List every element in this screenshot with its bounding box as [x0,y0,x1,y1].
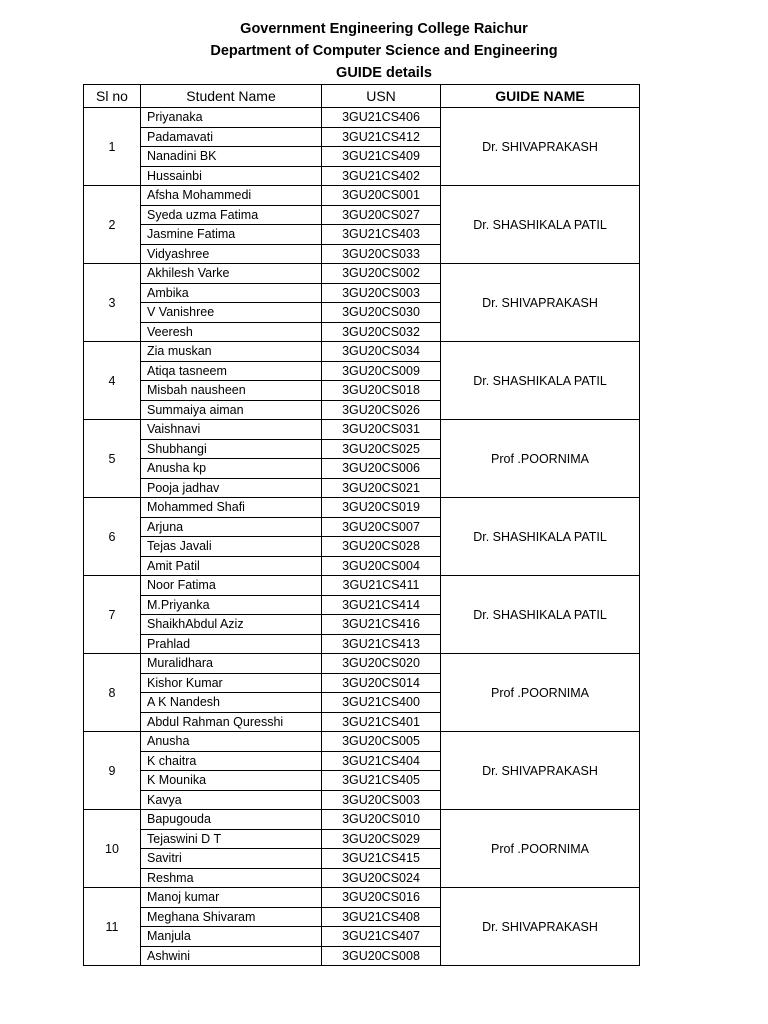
table-row [84,264,640,284]
student-name-cell: Priyanaka [141,108,322,128]
usn-cell: 3GU20CS001 [322,186,441,206]
usn-cell: 3GU21CS414 [322,595,441,615]
serial-number-cell: 3 [84,264,141,342]
usn-cell: 3GU21CS416 [322,615,441,635]
usn-cell: 3GU20CS010 [322,810,441,830]
student-name-cell: Prahlad [141,634,322,654]
student-name-cell: Nanadini BK [141,147,322,167]
student-name-cell: Anusha kp [141,459,322,479]
table-row [84,576,640,596]
document-header [0,18,768,84]
usn-cell: 3GU20CS032 [322,322,441,342]
serial-number-cell: 6 [84,498,141,576]
student-name-cell: Tejaswini D T [141,829,322,849]
student-name-cell: Akhilesh Varke [141,264,322,284]
usn-cell: 3GU21CS405 [322,771,441,791]
student-name-cell: Manjula [141,927,322,947]
usn-cell: 3GU20CS033 [322,244,441,264]
student-name-cell: Tejas Javali [141,537,322,557]
guide-name-cell: Prof .POORNIMA [441,420,640,498]
student-name-cell: Zia muskan [141,342,322,362]
usn-cell: 3GU20CS028 [322,537,441,557]
table-row [84,654,640,674]
usn-cell: 3GU20CS021 [322,478,441,498]
student-name-cell: Noor Fatima [141,576,322,596]
student-name-cell: Shubhangi [141,439,322,459]
usn-cell: 3GU20CS024 [322,868,441,888]
usn-cell: 3GU20CS004 [322,556,441,576]
usn-cell: 3GU21CS413 [322,634,441,654]
usn-cell: 3GU21CS409 [322,147,441,167]
student-name-cell: Amit Patil [141,556,322,576]
guide-name-cell: Dr. SHIVAPRAKASH [441,732,640,810]
student-name-cell: K chaitra [141,751,322,771]
serial-number-cell: 7 [84,576,141,654]
usn-cell: 3GU21CS402 [322,166,441,186]
usn-cell: 3GU20CS027 [322,205,441,225]
usn-cell: 3GU20CS025 [322,439,441,459]
guide-name-cell: Dr. SHIVAPRAKASH [441,108,640,186]
student-name-cell: Ambika [141,283,322,303]
usn-cell: 3GU20CS026 [322,400,441,420]
student-name-cell: Savitri [141,849,322,869]
usn-cell: 3GU21CS408 [322,907,441,927]
usn-cell: 3GU21CS415 [322,849,441,869]
usn-cell: 3GU21CS404 [322,751,441,771]
guide-name-cell: Dr. SHASHIKALA PATIL [441,576,640,654]
guide-name-cell: Dr. SHASHIKALA PATIL [441,186,640,264]
usn-cell: 3GU21CS403 [322,225,441,245]
guide-name-cell: Dr. SHASHIKALA PATIL [441,498,640,576]
usn-cell: 3GU20CS003 [322,283,441,303]
table-row [84,342,640,362]
usn-cell: 3GU20CS009 [322,361,441,381]
serial-number-cell: 4 [84,342,141,420]
student-name-cell: Kavya [141,790,322,810]
table-row [84,420,640,440]
student-name-cell: M.Priyanka [141,595,322,615]
student-name-cell: Vidyashree [141,244,322,264]
student-name-cell: Syeda uzma Fatima [141,205,322,225]
serial-number-cell: 11 [84,888,141,966]
table-row [84,732,640,752]
student-name-cell: Meghana Shivaram [141,907,322,927]
student-name-cell: Pooja jadhav [141,478,322,498]
guide-name-cell: Dr. SHIVAPRAKASH [441,888,640,966]
student-name-cell: Reshma [141,868,322,888]
student-name-cell: Padamavati [141,127,322,147]
usn-cell: 3GU21CS406 [322,108,441,128]
column-header-sl-no: Sl no [84,85,141,108]
student-name-cell: Ashwini [141,946,322,966]
usn-cell: 3GU20CS002 [322,264,441,284]
column-header-usn: USN [322,85,441,108]
student-name-cell: Hussainbi [141,166,322,186]
student-name-cell: Afsha Mohammedi [141,186,322,206]
student-name-cell: V Vanishree [141,303,322,323]
student-name-cell: Anusha [141,732,322,752]
student-name-cell: Misbah nausheen [141,381,322,401]
usn-cell: 3GU20CS031 [322,420,441,440]
serial-number-cell: 2 [84,186,141,264]
student-name-cell: Mohammed Shafi [141,498,322,518]
student-name-cell: ShaikhAbdul Aziz [141,615,322,635]
student-name-cell: Arjuna [141,517,322,537]
student-name-cell: K Mounika [141,771,322,791]
usn-cell: 3GU20CS003 [322,790,441,810]
usn-cell: 3GU20CS029 [322,829,441,849]
table-header-row [84,85,640,108]
usn-cell: 3GU20CS007 [322,517,441,537]
serial-number-cell: 10 [84,810,141,888]
college-title: Government Engineering College Raichur [240,21,528,37]
student-name-cell: Abdul Rahman Quresshi [141,712,322,732]
usn-cell: 3GU20CS016 [322,888,441,908]
column-header-student-name: Student Name [141,85,322,108]
usn-cell: 3GU20CS008 [322,946,441,966]
usn-cell: 3GU20CS019 [322,498,441,518]
student-name-cell: Vaishnavi [141,420,322,440]
student-name-cell: Muralidhara [141,654,322,674]
table-row [84,108,640,128]
student-name-cell: Jasmine Fatima [141,225,322,245]
usn-cell: 3GU21CS412 [322,127,441,147]
guide-details-table [83,84,640,966]
table-row [84,810,640,830]
serial-number-cell: 8 [84,654,141,732]
student-name-cell: Bapugouda [141,810,322,830]
serial-number-cell: 5 [84,420,141,498]
column-header-guide-name: GUIDE NAME [441,85,640,108]
student-name-cell: Veeresh [141,322,322,342]
usn-cell: 3GU20CS006 [322,459,441,479]
table-row [84,186,640,206]
student-name-cell: Summaiya aiman [141,400,322,420]
student-name-cell: Atiqa tasneem [141,361,322,381]
serial-number-cell: 1 [84,108,141,186]
usn-cell: 3GU20CS020 [322,654,441,674]
usn-cell: 3GU20CS030 [322,303,441,323]
department-title: Department of Computer Science and Engineering [210,43,558,59]
usn-cell: 3GU20CS034 [322,342,441,362]
serial-number-cell: 9 [84,732,141,810]
usn-cell: 3GU20CS018 [322,381,441,401]
usn-cell: 3GU21CS407 [322,927,441,947]
usn-cell: 3GU21CS411 [322,576,441,596]
usn-cell: 3GU20CS005 [322,732,441,752]
guide-name-cell: Prof .POORNIMA [441,654,640,732]
usn-cell: 3GU21CS400 [322,693,441,713]
usn-cell: 3GU20CS014 [322,673,441,693]
student-name-cell: A K Nandesh [141,693,322,713]
student-name-cell: Manoj kumar [141,888,322,908]
student-name-cell: Kishor Kumar [141,673,322,693]
table-row [84,498,640,518]
table-body [84,108,640,966]
usn-cell: 3GU21CS401 [322,712,441,732]
guide-name-cell: Dr. SHIVAPRAKASH [441,264,640,342]
guide-name-cell: Dr. SHASHIKALA PATIL [441,342,640,420]
table-row [84,888,640,908]
document-subtitle: GUIDE details [336,65,432,81]
guide-name-cell: Prof .POORNIMA [441,810,640,888]
